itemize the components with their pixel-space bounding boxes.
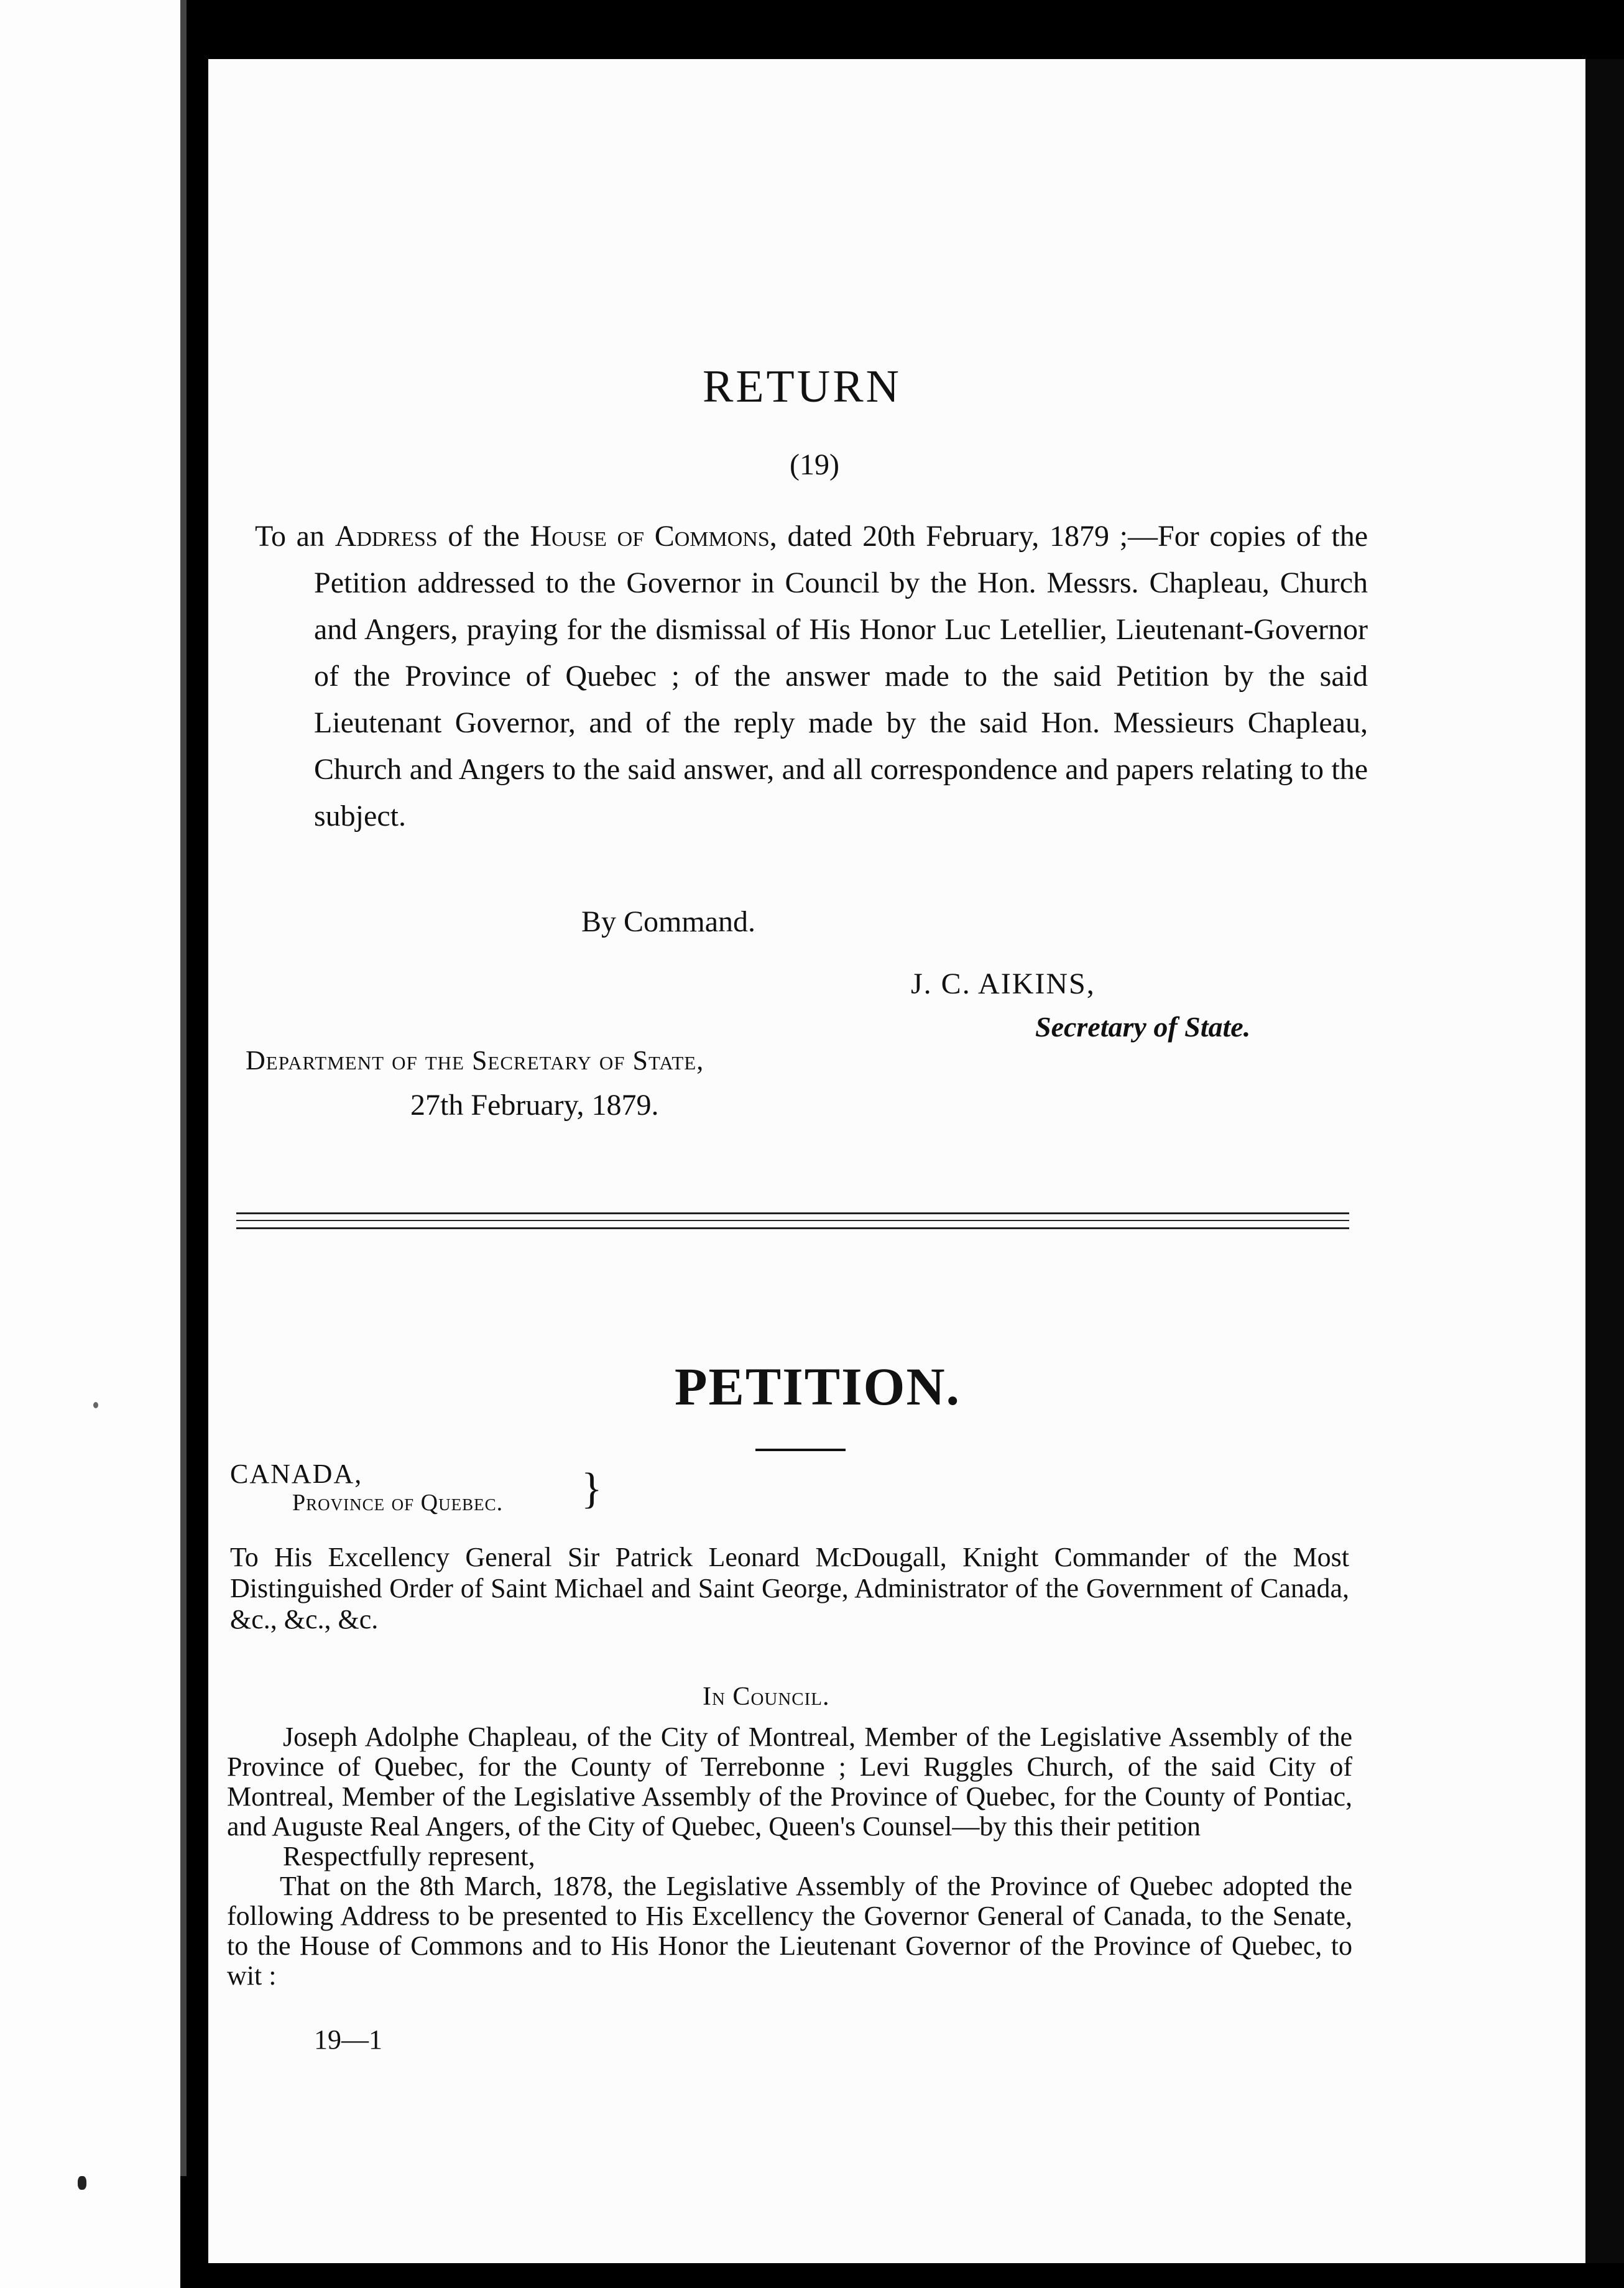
petition-title: PETITION. bbox=[675, 1357, 961, 1416]
address-sc-address: Address bbox=[334, 520, 438, 553]
address-line1-rest: , dated 20th February, 1879 ;—For bbox=[769, 520, 1199, 553]
signer-title: Secretary of State. bbox=[1035, 1011, 1251, 1043]
in-council-heading: In Council. bbox=[703, 1682, 830, 1711]
speck-mark bbox=[93, 1402, 98, 1408]
petition-paragraph-2: That on the 8th March, 1878, the Legislative Assembly of the Province of Quebec adopted the following Address to be presented to His Excellency the Governor General of Canada, to the Senate, to the House of Commons and to His Honor the Lieutenant Governor of the Province of Quebec, to wit : bbox=[227, 1871, 1352, 1991]
page-edge bbox=[1585, 59, 1624, 2263]
title-underline bbox=[755, 1449, 846, 1451]
return-number: (19) bbox=[790, 448, 839, 481]
left-page-strip bbox=[0, 0, 180, 2288]
address-paragraph bbox=[255, 513, 1368, 839]
petition-body bbox=[227, 1722, 1352, 1991]
address-sc-house: House of Commons bbox=[530, 520, 770, 553]
section-divider bbox=[236, 1212, 1349, 1237]
addressee-paragraph: To His Excellency General Sir Patrick Leonard McDougall, Knight Commander of the Most Distinguished Order of Saint Michael and Saint George, Administrator of the Government of Canada, &c., &c., &c. bbox=[230, 1542, 1349, 1635]
respectfully-line: Respectfully represent, bbox=[283, 1841, 535, 1871]
binding-gutter bbox=[180, 0, 187, 2176]
address-body: copies of the Petition addressed to the Governor in Council by the Hon. Messrs. Chapleau, Church and Angers, praying for the dismissal of His Honor Luc Letellier, Lieutenant-Governor of the Province of Quebec ; of the answer made to the said Petition by the said Lieutenant Governor, and of the reply made by the said Hon. Messieurs Chapleau, Church and Angers to the said answer, and all correspondence and papers relating to the subject. bbox=[314, 520, 1368, 833]
page-signature: 19—1 bbox=[314, 2024, 382, 2055]
signer-name: J. C. AIKINS, bbox=[911, 967, 1096, 1000]
speck-mark bbox=[78, 2176, 86, 2190]
petition-paragraph-1: Joseph Adolphe Chapleau, of the City of Montreal, Member of the Legislative Assembly of the Province of Quebec, for the County of Terrebonne ; Levi Ruggles Church, of the said City of Montreal, Member of the Legislative Assembly of the Province of Quebec, for the County of Pontiac, and Auguste Real Angers, of the City of Quebec, Queen's Counsel—by this their petition bbox=[227, 1722, 1352, 1842]
address-prefix: To an bbox=[255, 520, 335, 553]
canada-heading: CANADA, bbox=[230, 1459, 363, 1489]
address-of: of the bbox=[437, 520, 530, 553]
department-date: 27th February, 1879. bbox=[410, 1089, 659, 1122]
by-command: By Command. bbox=[581, 905, 756, 938]
province-heading: Province of Quebec. bbox=[292, 1490, 504, 1516]
brace-mark: } bbox=[581, 1465, 602, 1513]
return-title: RETURN bbox=[703, 361, 902, 412]
department-line: Department of the Secretary of State, bbox=[246, 1045, 704, 1076]
